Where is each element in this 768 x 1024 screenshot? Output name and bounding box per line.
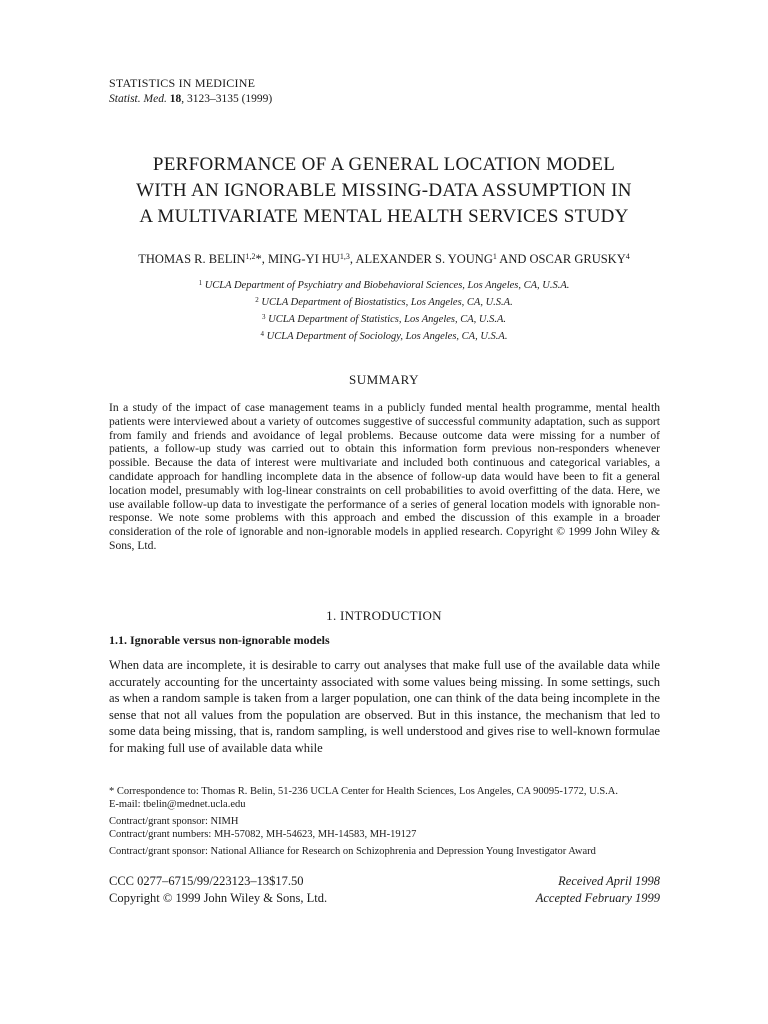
- funding-footnote: [109, 816, 660, 841]
- affiliation-number: 1: [198, 279, 203, 287]
- summary-text: In a study of the impact of case management teams in a publicly funded mental health programme, mental health patients were interviewed about a variety of outcomes suggestive of successful community adaptation, such as support from family and friends and avoidance of legal problems. Because outcome data were missing for a number of patients, a follow-up study was carried out to obtain this information form previous non-responders whenever possible. Because the data of interest were multivariate and included both continuous and categorical variables, a candidate approach for handling incomplete data in the absence of follow-up data would have been to fit a general location model, presumably with log-linear constraints on cell probabilities to avoid overfitting of the data. Here, we use available follow-up data to investigate the performance of a series of general location models with ignorable non-response. We note some problems with this approach and embed the discussion of this example in a broader consideration of the role of ignorable and non-ignorable models in applied research. Copyright © 1999 John Wiley & Sons, Ltd.: [109, 401, 660, 552]
- grant-sponsor: Contract/grant sponsor: NIMH: [109, 816, 239, 827]
- affiliation-number: 2: [255, 296, 259, 304]
- publisher-info: [109, 873, 327, 907]
- affiliation-number: 4: [260, 330, 265, 338]
- correspondence-footnote: [109, 786, 660, 811]
- author-list: [0, 252, 768, 267]
- grant-sponsor: Contract/grant sponsor: National Alliance for Research on Schizophrenia and Depression Young Investigator Award: [109, 846, 596, 857]
- author-name: OSCAR GRUSKY: [529, 252, 626, 266]
- author-separator: ,: [349, 252, 356, 266]
- affiliation-text: UCLA Department of Statistics, Los Angeles, CA, U.S.A.: [268, 314, 507, 325]
- author-affil-sup: 4: [625, 252, 630, 261]
- journal-volume: 18: [169, 93, 182, 105]
- paper-title: [0, 152, 768, 230]
- grant-numbers: Contract/grant numbers: MH-57082, MH-54623, MH-14583, MH-19127: [109, 828, 417, 840]
- accepted-date: Accepted February 1999: [535, 891, 660, 905]
- journal-pages-year: , 3123–3135 (1999): [181, 93, 273, 105]
- received-date: Received April 1998: [558, 874, 660, 888]
- title-line: WITH AN IGNORABLE MISSING-DATA ASSUMPTION IN: [136, 180, 632, 201]
- correspondence-email: E-mail: tbelin@mednet.ucla.edu: [109, 798, 246, 810]
- correspondence-address: * Correspondence to: Thomas R. Belin, 51-236 UCLA Center for Health Sciences, Los Angeles, CA 90095-1772, U.S.A.: [109, 786, 618, 797]
- copyright-notice: Copyright © 1999 John Wiley & Sons, Ltd.: [109, 891, 328, 905]
- affiliation-text: UCLA Department of Biostatistics, Los Angeles, CA, U.S.A.: [261, 297, 513, 308]
- section-heading: 1. INTRODUCTION: [326, 608, 442, 623]
- title-line: PERFORMANCE OF A GENERAL LOCATION MODEL: [152, 154, 616, 175]
- affiliation-number: 3: [261, 313, 266, 321]
- affiliation: [0, 293, 768, 310]
- author-name: ALEXANDER S. YOUNG: [355, 252, 493, 266]
- affiliation: [0, 327, 768, 344]
- author-affil-sup: 1,3: [339, 252, 350, 261]
- author-affil-sup: 1,2: [245, 252, 256, 261]
- introduction-text: When data are incomplete, it is desirable to carry out analyses that make full use of the available data while accurately accounting for the uncertainty associated with some values being missing. In some settings, such as when a random sample is taken from a larger population, one can think of the data being incomplete in the sense that not all values from the population are observed. But in this instance, the mechanism that led to some data being missing, that is, random sampling, is well understood and gives rise to well-known formulae for making full use of available data while: [109, 658, 660, 755]
- corresponding-mark: *,: [255, 252, 269, 266]
- summary-heading: SUMMARY: [349, 372, 419, 387]
- funding-footnote: [109, 846, 660, 859]
- footnotes: [109, 786, 660, 864]
- title-line: A MULTIVARIATE MENTAL HEALTH SERVICES STUDY: [139, 206, 629, 227]
- subsection-heading: 1.1. Ignorable versus non-ignorable models: [109, 633, 330, 647]
- ccc-code: CCC 0277–6715/99/223123–13$17.50: [109, 874, 304, 888]
- affiliation-text: UCLA Department of Sociology, Los Angeles, CA, U.S.A.: [266, 331, 508, 342]
- author-name: THOMAS R. BELIN: [138, 252, 246, 266]
- affiliation: [0, 310, 768, 327]
- submission-dates: [536, 873, 660, 907]
- journal-citation: [109, 91, 272, 107]
- affiliation-list: [0, 276, 768, 344]
- journal-header: [109, 75, 272, 107]
- author-separator: AND: [496, 252, 530, 266]
- author-affil-sup: 1: [492, 252, 497, 261]
- affiliation-text: UCLA Department of Psychiatry and Biobehavioral Sciences, Los Angeles, CA, U.S.A.: [204, 280, 570, 291]
- journal-name: STATISTICS IN MEDICINE: [109, 76, 256, 90]
- journal-abbr: Statist. Med.: [109, 93, 167, 105]
- author-name: MING-YI HU: [268, 252, 340, 266]
- affiliation: [0, 276, 768, 293]
